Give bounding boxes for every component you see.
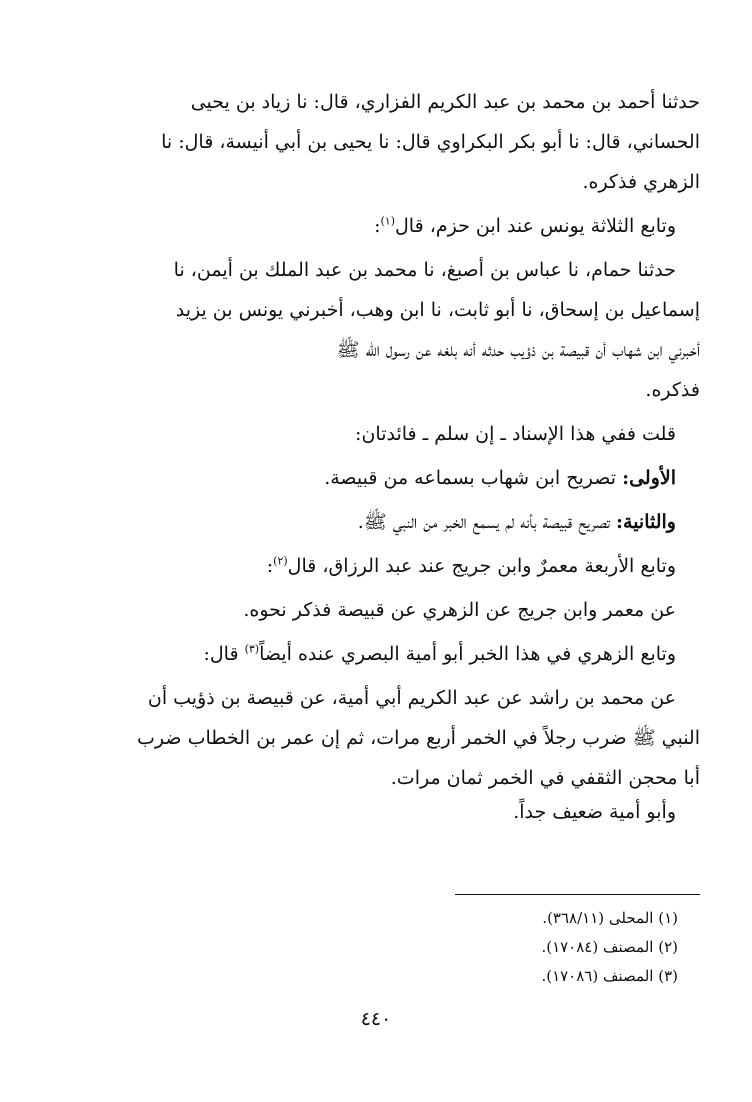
paragraph-an-mamar (88, 590, 700, 630)
text-line: فذكره. (645, 379, 700, 401)
text-line: قلت ففي هذا الإسناد ـ إن سلم ـ فائدتان: (355, 423, 676, 445)
paragraph-second-benefit (88, 502, 700, 542)
footnote-3: (٣) المصنف (١٧٠٨٦). (541, 967, 678, 985)
text-line: حدثنا أحمد بن محمد بن عبد الكريم الفزاري، قال: نا زياد بن يحيى (190, 91, 700, 113)
text-line: الزهري فذكره. (582, 171, 700, 193)
text-line (88, 546, 676, 586)
paragraph-isnad-fazari (88, 82, 700, 202)
text-line: إسماعيل بن إسحاق، نا أبو ثابت، نا ابن وهب، أخبرني يونس بن يزيد (175, 299, 700, 321)
paragraph-mamar-ibn-jurayj (88, 546, 700, 586)
page-body (88, 82, 700, 832)
paragraph-yunus-ibn-hazm (88, 206, 700, 246)
line-tail: : (266, 555, 274, 577)
line-text: وتابع الأربعة معمرٌ وابن جريج عند عبد الرزاق، قال (287, 555, 676, 577)
text-line: عن معمر وابن جريج عن الزهري عن قبيصة فذكر نحوه. (243, 599, 676, 621)
text-line (88, 634, 676, 674)
text-line: أبا محجن الثقفي في الخمر ثمان مرات. (390, 767, 700, 789)
footnote-2: (٢) المصنف (١٧٠٨٤). (541, 938, 678, 956)
line-tail: : (374, 215, 381, 237)
page-number: ٤٤٠ (360, 1008, 392, 1030)
text-line (88, 502, 676, 542)
paragraph-first-benefit (88, 458, 700, 498)
line-tail: قال: (203, 643, 245, 665)
benefit-label: والثانية: (616, 511, 676, 533)
text-line: وأبو أمية ضعيف جداً. (513, 801, 676, 823)
paragraph-ibn-rashid (88, 678, 700, 798)
line-text: تصريح ابن شهاب بسماعه من قبيصة. (324, 467, 623, 489)
text-line: عن محمد بن راشد عن عبد الكريم أبي أمية، عن قبيصة بن ذؤيب أن (147, 687, 676, 709)
line-text: تصريح قبيصة بأنه لم يسمع الخبر من النبي ﷺ. (357, 511, 616, 533)
paragraph-isnad-hammam (88, 250, 700, 410)
footnote-ref-3: (٣) (244, 642, 260, 656)
line-text: وتابع الثلاثة يونس عند ابن حزم، قال (395, 215, 676, 237)
footnote-divider (455, 894, 700, 895)
paragraph-abu-umayya-follow (88, 634, 700, 674)
text-line: الحساني، قال: نا أبو بكر البكراوي قال: نا يحيى بن أبي أنيسة، قال: نا (161, 131, 700, 153)
benefit-label: الأولى: (622, 467, 676, 489)
paragraph-two-benefits (88, 414, 700, 454)
paragraph-abu-umayya-weak (88, 792, 700, 832)
text-line: حدثنا حمام، نا عباس بن أصبغ، نا محمد بن عبد الملك بن أيمن، نا (173, 259, 676, 281)
footnote-ref-2: (٢) (273, 554, 288, 568)
footnotes (88, 904, 678, 991)
text-line (88, 458, 676, 498)
footnote-ref-1: (١) (380, 214, 395, 228)
text-line (88, 206, 676, 246)
text-line: أخبرني ابن شهاب أن قبيصة بن ذؤيب حدثه أنه بلغه عن رسول الله ﷺ (336, 339, 700, 361)
footnote-1: (١) المحلى (٣٦٨/١١). (542, 909, 678, 927)
line-text: وتابع الزهري في هذا الخبر أبو أمية البصري عنده أيضاً (259, 643, 676, 665)
text-line: النبي ﷺ ضرب رجلاً في الخمر أربع مرات، ثم إن عمر بن الخطاب ضرب (137, 727, 700, 749)
